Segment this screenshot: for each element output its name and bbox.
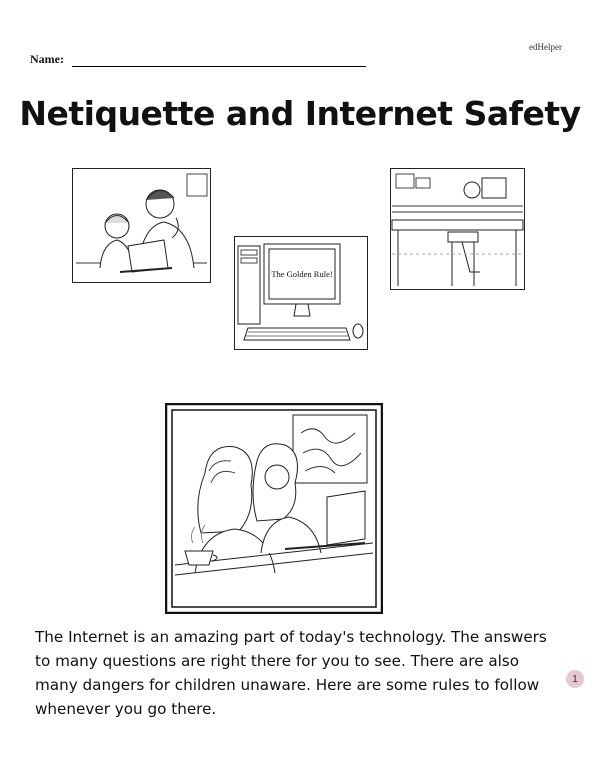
child-at-desk-illustration — [390, 168, 525, 290]
name-field-row — [30, 52, 366, 67]
brand-label: edHelper — [529, 42, 562, 52]
computer-golden-rule-illustration — [234, 236, 368, 350]
father-child-laptop-illustration — [72, 168, 211, 283]
name-input-line[interactable] — [72, 54, 366, 67]
page-title: Netiquette and Internet Safety — [19, 94, 581, 133]
intro-paragraph: The Internet is an amazing part of today's technology. The answers to many questions are right there for you to see. There are also many dangers for children unaware. Here are some rules to follow whenever you go there. — [35, 628, 547, 718]
girls-laptop-illustration — [165, 403, 383, 614]
name-label: Name: — [30, 52, 64, 66]
page-number-badge: 1 — [566, 670, 584, 688]
monitor-screen-text: The Golden Rule! — [271, 269, 333, 279]
